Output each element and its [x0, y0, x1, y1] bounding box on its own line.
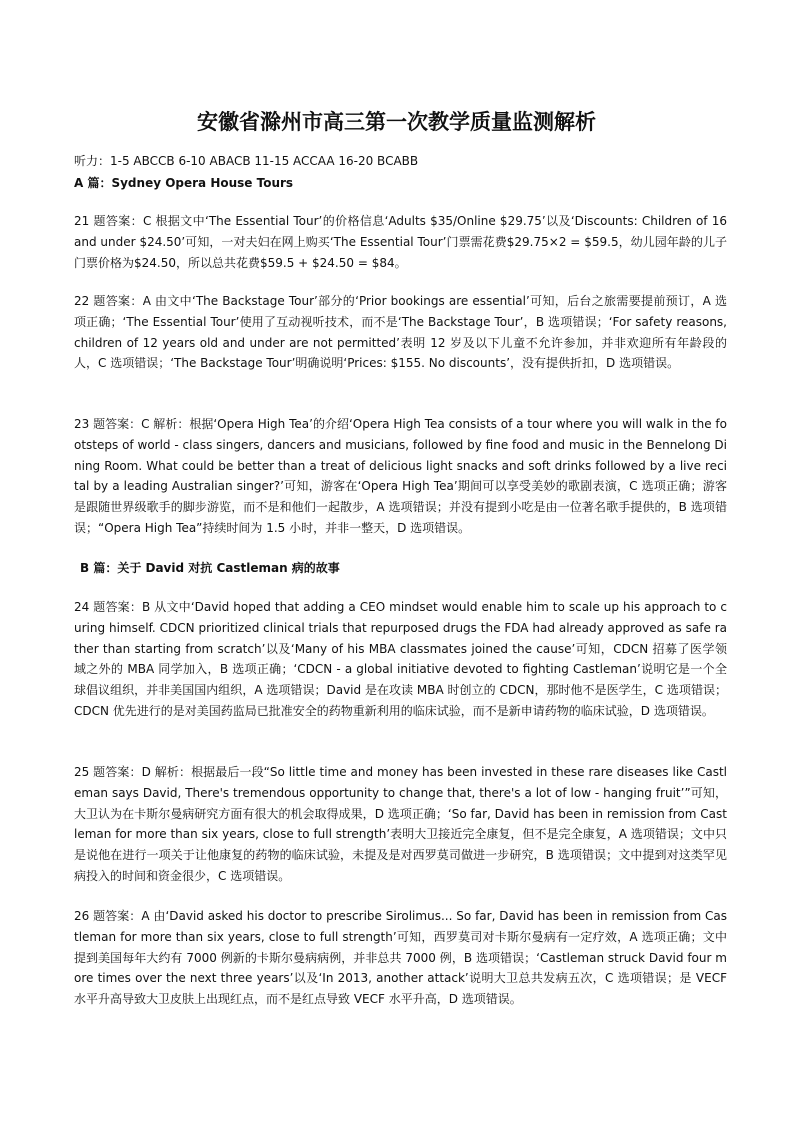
listening-answers: 听力：1-5 ABCCB 6-10 ABACB 11-15 ACCAA 16-20 BCABB: [74, 154, 419, 168]
answer-26: 26 题答案：A 由‘David asked his doctor to prescribe Sirolimus... So far, David has been in remission from Castleman for more than six years, close to full strength’可知，西罗莫司对卡斯尔曼病有一定疗效，A 选项正确；文中提到美国每年大约有 7000 例新的卡斯尔曼病病例，并非总共 7000 例，B 选项错误；‘Castleman struck David four more times over the next three years’以及‘In 2013, another attack’说明大卫总共发病五次，C 选项错误；是 VECF 水平升高导致大卫皮肤上出现红点，而不是红点导致 VECF 水平升高，D 选项错误。: [74, 909, 727, 1007]
answer-23: 23 题答案：C 解析：根据‘Opera High Tea’的介绍‘Opera High Tea consists of a tour where you will walk in the footsteps of world - class singers, dancers and musicians, followed by fine food and music in the Bennelong Dining Room. What could be better than a treat of delicious light snacks and soft drinks followed by a live recital by a leading Australian singer?’可知，游客在‘Opera High Tea’期间可以享受美妙的歌剧表演，C 选项正确；游客是跟随世界级歌手的脚步游览，而不是和他们一起散步，A 选项错误；并没有提到小吃是由一位著名歌手提供的，B 选项错误；“Opera High Tea”持续时间为 1.5 小时，并非一整天，D 选项错误。: [74, 417, 727, 535]
answer-25: 25 题答案：D 解析：根据最后一段“So little time and money has been invested in these rare diseases like Castleman says David, There's tremendous opportunity to change that, there's a lot of low - hanging fruit’”可知，大卫认为在卡斯尔曼病研究方面有很大的机会取得成果，D 选项正确；‘So far, David has been in remission from Castleman for more than six years, close to full strength’表明大卫接近完全康复，但不是完全康复，A 选项错误；文中只是说他在进行一项关于让他康复的药物的临床试验，未提及是对西罗莫司做进一步研究，B 选项错误；文中提到对这类罕见病投入的时间和资金很少，C 选项错误。: [74, 765, 727, 883]
answer-21: 21 题答案：C 根据文中‘The Essential Tour’的价格信息‘Adults $35/Online $29.75’以及‘Discounts: Children of 16 and under $24.50’可知，一对夫妇在网上购买‘The Essential Tour’门票需花费$29.75×2 = $59.5，幼儿园年龄的儿子门票价格为$24.50，所以总共花费$59.5 + $24.50 = $84。: [74, 214, 727, 270]
answer-24: 24 题答案：B 从文中‘David hoped that adding a CEO mindset would enable him to scale up his approach to curing himself. CDCN prioritized clinical trials that repurposed drugs the FDA had already approved as safe rather than starting from scratch’以及‘Many of his MBA classmates joined the cause’可知，CDCN 招募了医学领域之外的 MBA 同学加入，B 选项正确；‘CDCN - a global initiative devoted to fighting Castleman’说明它是一个全球倡议组织，并非美国国内组织，A 选项错误；David 是在攻读 MBA 时创立的 CDCN，那时他不是医学生，C 选项错误；CDCN 优先进行的是对美国药监局已批准安全的药物重新利用的临床试验，而不是新申请药物的临床试验，D 选项错误。: [74, 600, 727, 718]
section-b-heading: B 篇：关于 David 对抗 Castleman 病的故事: [80, 561, 340, 575]
answer-22: 22 题答案：A 由文中‘The Backstage Tour’部分的‘Prior bookings are essential’可知，后台之旅需要提前预订，A 选项正确；‘The Essential Tour’使用了互动视听技术，而不是‘The Backstage Tour’，B 选项错误；‘For safety reasons, children of 12 years old and under are not permitted’表明 12 岁及以下儿童不允许参加，并非欢迎所有年龄段的人，C 选项错误；‘The Backstage Tour’明确说明‘Prices: $155. No discounts’，没有提供折扣，D 选项错误。: [74, 294, 727, 371]
section-a-heading: A 篇：Sydney Opera House Tours: [74, 176, 294, 190]
document-title: 安徽省滁州市高三第一次教学质量监测解析: [197, 109, 596, 134]
